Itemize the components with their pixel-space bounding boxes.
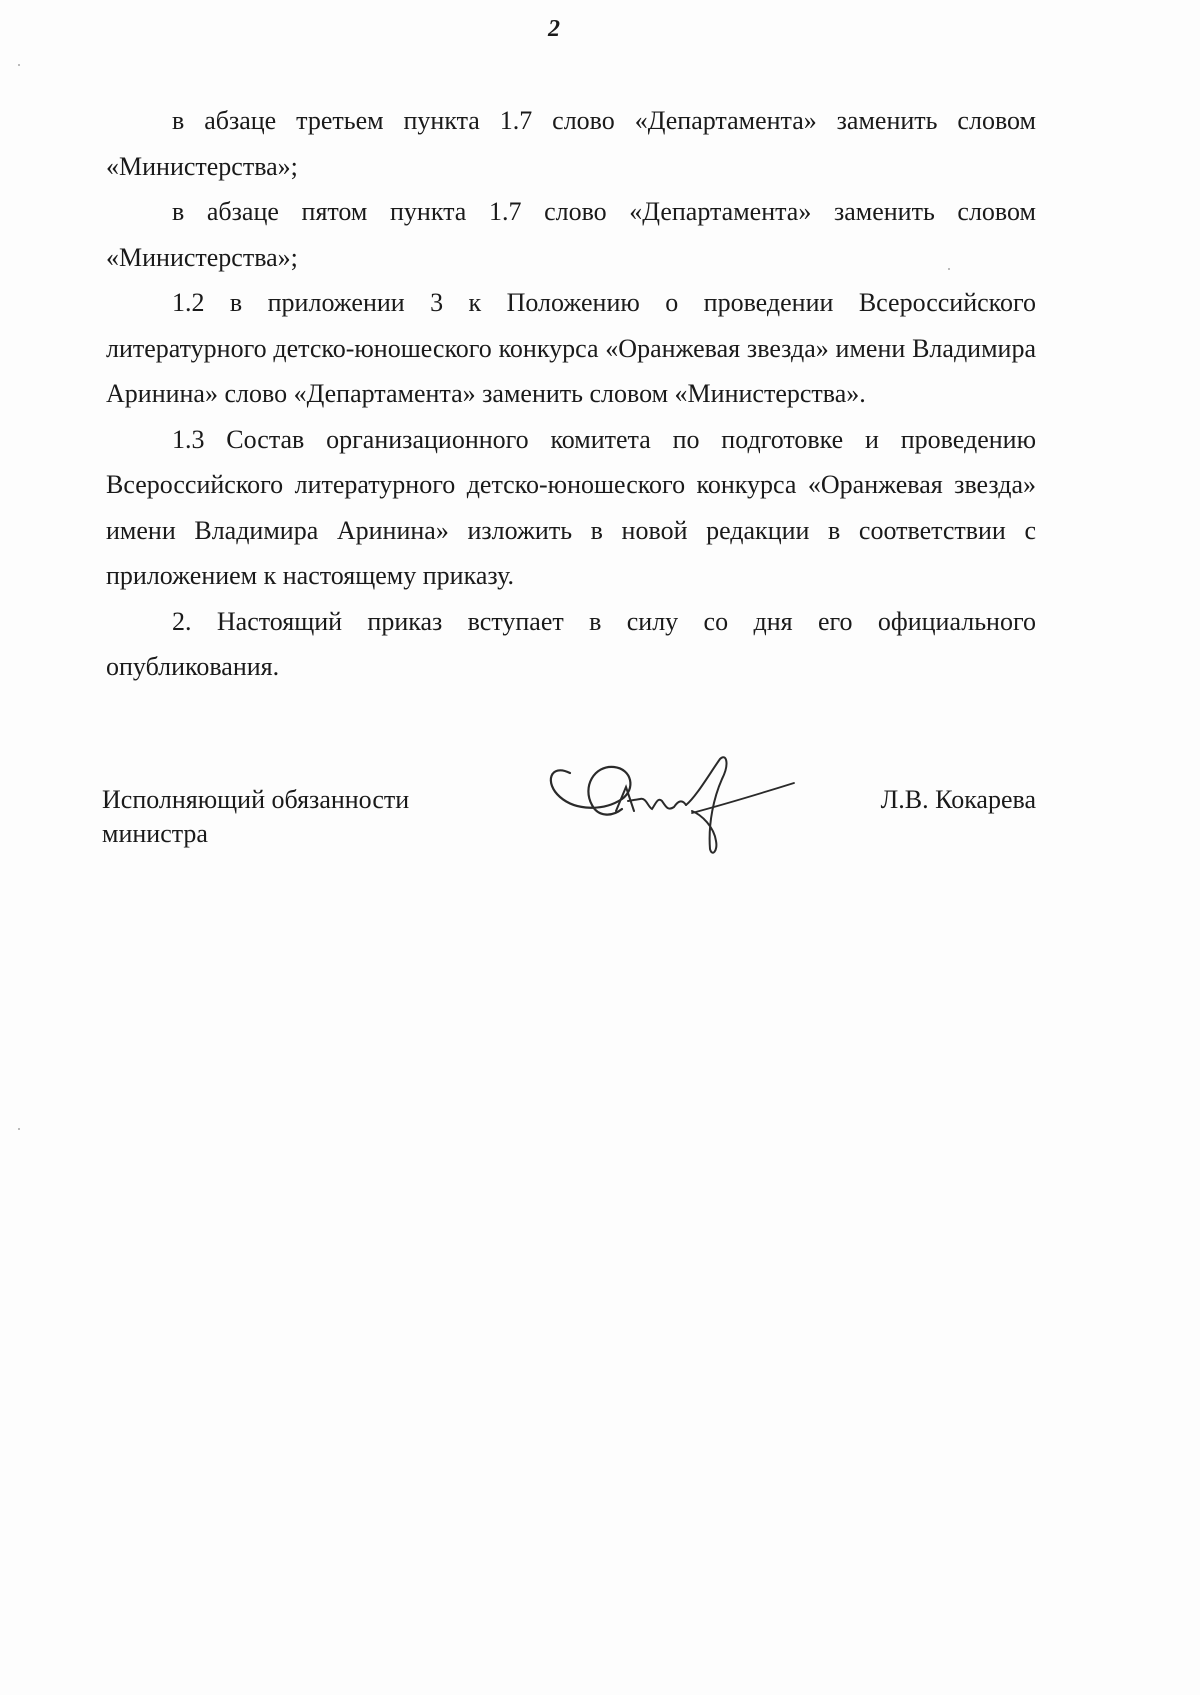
paragraph-1: в абзаце третьем пункта 1.7 слово «Департамента» заменить словом «Министерства»;	[106, 106, 1036, 181]
signer-name: Л.В. Кокарева	[880, 785, 1036, 814]
signer-title-line-1: Исполняющий обязанности	[102, 785, 410, 814]
paragraph-2: в абзаце пятом пункта 1.7 слово «Департамента» заменить словом «Министерства»;	[106, 197, 1036, 272]
paragraph-3: 1.2 в приложении 3 к Положению о проведении Всероссийского литературного детско-юношеского конкурса «Оранжевая звезда» имени Владимира Аринина» слово «Департамента» заменить словом «Министерства».	[106, 288, 1036, 408]
scan-artifact	[18, 64, 20, 66]
document-body	[106, 98, 1036, 690]
signer-title	[102, 783, 462, 851]
signature-block	[102, 783, 1036, 893]
scan-artifact	[948, 268, 950, 270]
signature-stroke-tail	[692, 783, 794, 813]
handwritten-signature	[542, 753, 802, 863]
signature-stroke-letters	[616, 787, 686, 811]
paragraph-5: 2. Настоящий приказ вступает в силу со дня его официального опубликования.	[106, 606, 1036, 681]
signer-title-line-2: министра	[102, 819, 208, 848]
scan-artifact	[18, 1128, 20, 1130]
paragraph-4: 1.3 Состав организационного комитета по подготовке и проведению Всероссийского литературного детско-юношеского конкурса «Оранжевая звезда» имени Владимира Аринина» изложить в новой редакции в соответствии с приложением к настоящему приказу.	[106, 424, 1036, 590]
page-number: 2	[548, 16, 560, 42]
